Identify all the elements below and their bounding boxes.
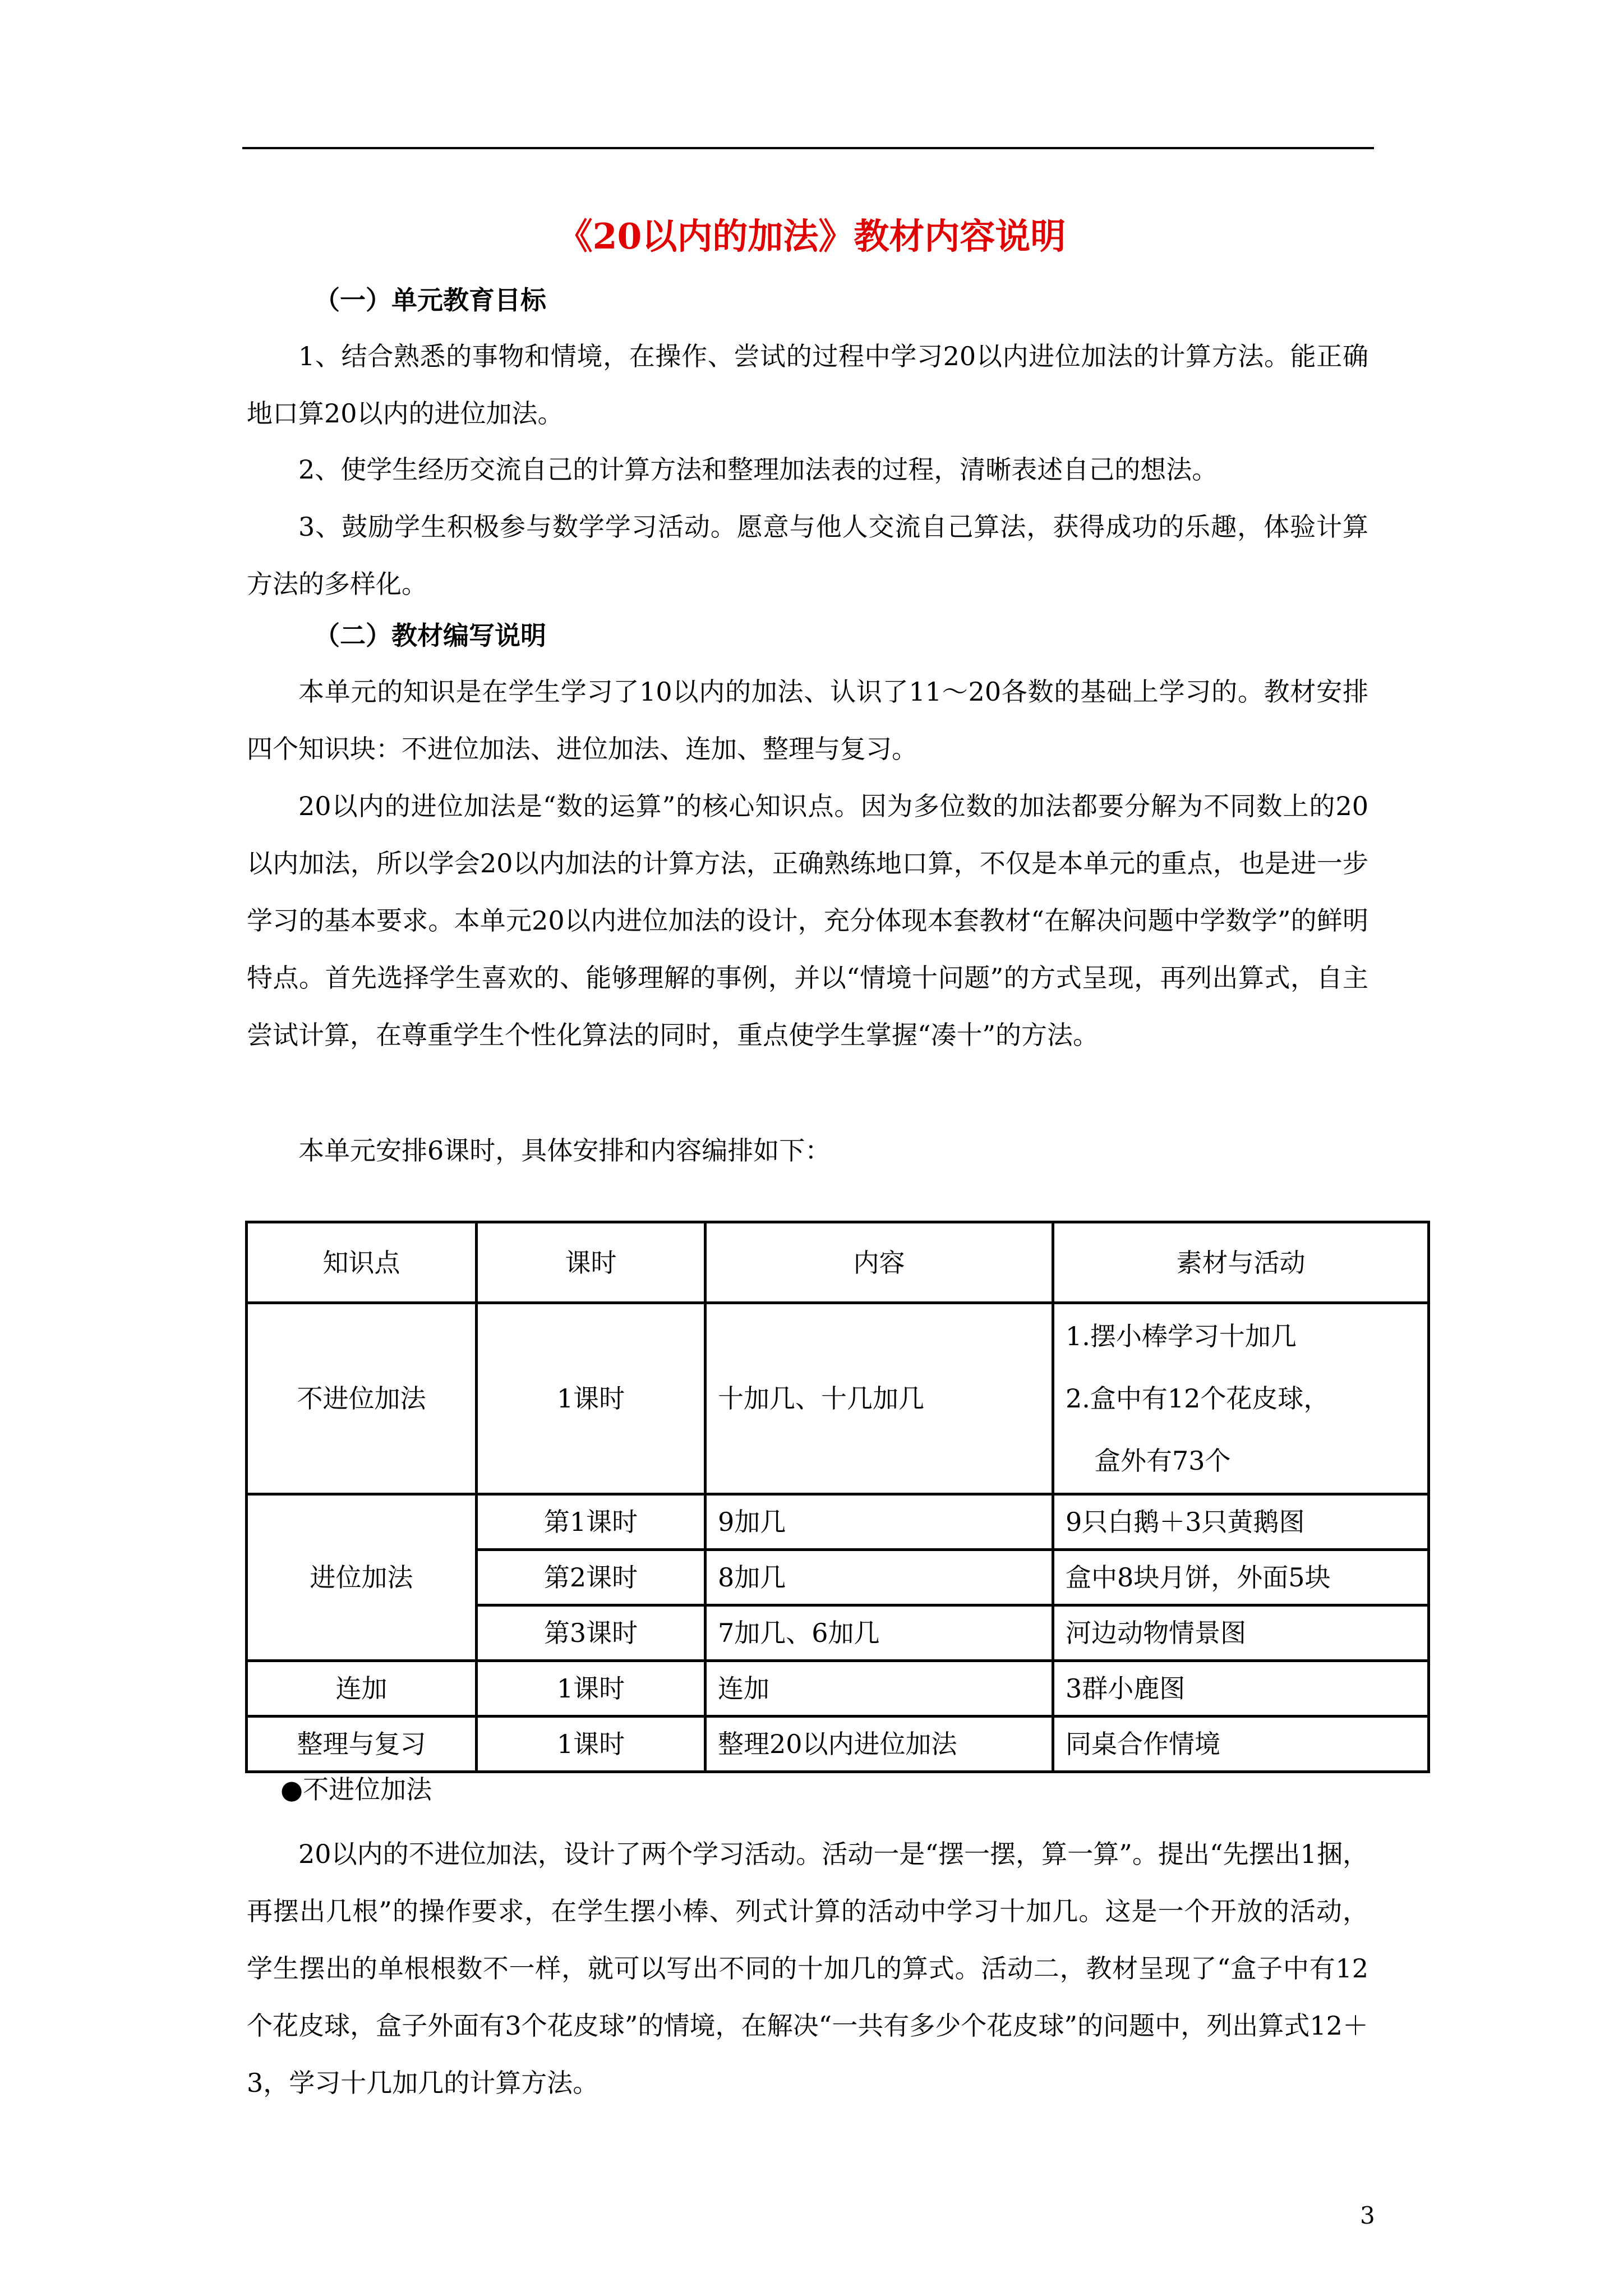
document-title: 《20以内的加法》教材内容说明 <box>557 215 1066 257</box>
cell-knowledge-point: 整理与复习 <box>247 1717 477 1772</box>
cell-content: 8加几 <box>706 1550 1053 1605</box>
header-knowledge-point: 知识点 <box>247 1222 477 1303</box>
textbook-paragraph-1: 本单元的知识是在学生学习了10以内的加法、认识了11～20各数的基础上学习的。教材安排四个知识块：不进位加法、进位加法、连加、整理与复习。 <box>247 677 1368 764</box>
textbook-paragraph-2: 20以内的进位加法是“数的运算”的核心知识点。因为多位数的加法都要分解为不同数上的20以内加法，所以学会20以内加法的计算方法，正确熟练地口算，不仅是本单元的重点，也是进一步学习的基本要求。本单元20以内进位加法的设计，充分体现本套教材“在解决问题中学数学”的鲜明特点。首先选择学生喜欢的、能够理解的事例，并以“情境十问题”的方式呈现，再列出算式，自主尝试计算，在尊重学生个性化算法的同时，重点使学生掌握“凑十”的方法。 <box>247 791 1368 1050</box>
cell-material: 河边动物情景图 <box>1053 1605 1429 1661</box>
bullet-heading: ●不进位加法 <box>280 1774 432 1805</box>
cell-hours: 1课时 <box>477 1717 706 1772</box>
lesson-plan-table <box>245 1221 1430 1773</box>
section-heading-textbook: （二）教材编写说明 <box>314 620 546 651</box>
table-row <box>247 1494 1429 1550</box>
section-heading-goals: （一）单元教育目标 <box>314 285 546 315</box>
textbook-paragraph-3: 本单元安排6课时，具体安排和内容编排如下： <box>298 1135 831 1166</box>
header-hours: 课时 <box>477 1222 706 1303</box>
cell-hours: 第2课时 <box>477 1550 706 1605</box>
material-line-3: 盒外有73个 <box>1095 1445 1231 1476</box>
cell-material: 3群小鹿图 <box>1053 1661 1429 1717</box>
cell-knowledge-point: 不进位加法 <box>247 1303 477 1494</box>
cell-content: 十加几、十几加几 <box>706 1303 1053 1494</box>
header-material: 素材与活动 <box>1053 1222 1429 1303</box>
cell-hours: 第1课时 <box>477 1494 706 1550</box>
bullet-paragraph: 20以内的不进位加法，设计了两个学习活动。活动一是“摆一摆，算一算”。提出“先摆出1捆，再摆出几根”的操作要求，在学生摆小棒、列式计算的活动中学习十加几。这是一个开放的活动，学生摆出的单根根数不一样，就可以写出不同的十加几的算式。活动二，教材呈现了“盒子中有12个花皮球，盒子外面有3个花皮球”的情境，在解决“一共有多少个花皮球”的问题中，列出算式12＋3，学习十几加几的计算方法。 <box>247 1839 1368 2098</box>
cell-material <box>1053 1303 1429 1494</box>
table-row <box>247 1303 1429 1494</box>
table-row <box>247 1661 1429 1717</box>
goal-paragraph-2: 2、使学生经历交流自己的计算方法和整理加法表的过程，清晰表述自己的想法。 <box>298 454 1218 485</box>
cell-knowledge-point: 连加 <box>247 1661 477 1717</box>
cell-hours: 1课时 <box>477 1303 706 1494</box>
cell-content: 7加几、6加几 <box>706 1605 1053 1661</box>
material-line-2: 2.盒中有12个花皮球， <box>1066 1383 1330 1414</box>
cell-hours: 1课时 <box>477 1661 706 1717</box>
cell-content: 连加 <box>706 1661 1053 1717</box>
cell-knowledge-point: 进位加法 <box>247 1494 477 1661</box>
cell-hours: 第3课时 <box>477 1605 706 1661</box>
cell-content: 9加几 <box>706 1494 1053 1550</box>
cell-material: 盒中8块月饼，外面5块 <box>1053 1550 1429 1605</box>
page-number: 3 <box>1360 2202 1375 2229</box>
goal-paragraph-3: 3、鼓励学生积极参与数学学习活动。愿意与他人交流自己算法，获得成功的乐趣，体验计算方法的多样化。 <box>247 512 1368 599</box>
cell-content: 整理20以内进位加法 <box>706 1717 1053 1772</box>
cell-material: 9只白鹅＋3只黄鹅图 <box>1053 1494 1429 1550</box>
header-rule <box>242 147 1374 149</box>
table-row <box>247 1717 1429 1772</box>
material-line-1: 1.摆小棒学习十加几 <box>1066 1320 1297 1351</box>
goal-paragraph-1: 1、结合熟悉的事物和情境，在操作、尝试的过程中学习20以内进位加法的计算方法。能正确地口算20以内的进位加法。 <box>247 341 1368 429</box>
cell-material: 同桌合作情境 <box>1053 1717 1429 1772</box>
header-content: 内容 <box>706 1222 1053 1303</box>
table-header-row <box>247 1222 1429 1303</box>
